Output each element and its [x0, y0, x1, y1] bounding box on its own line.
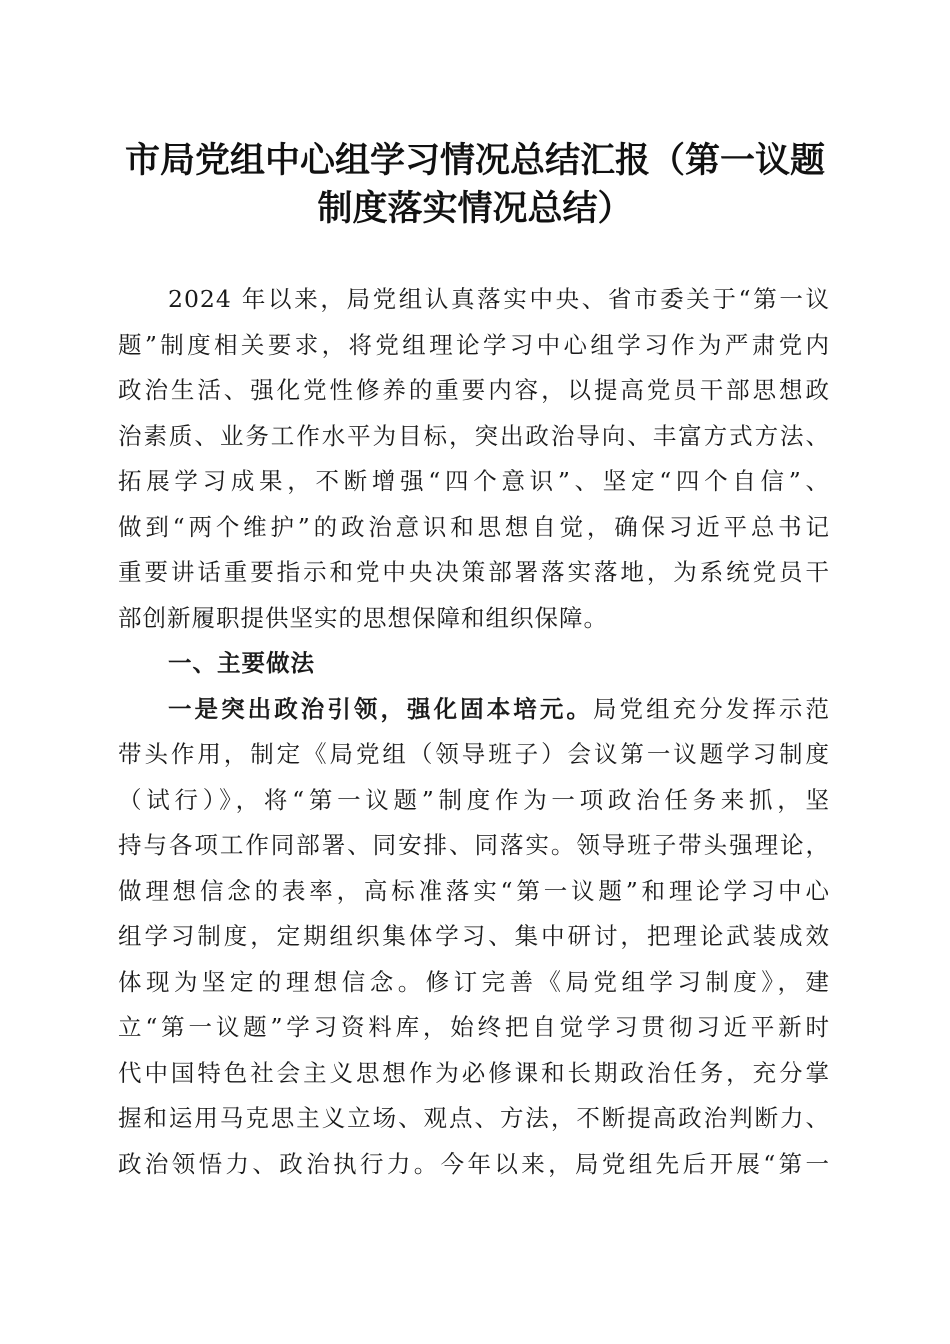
section1-line: 组学习制度，定期组织集体学习、集中研讨，把理论武装成效 — [118, 922, 830, 950]
section1-line: 体现为坚定的理想信念。修订完善《局党组学习制度》，建 — [118, 967, 830, 996]
document-body — [118, 277, 830, 1187]
section1-line: （试行）》，将“第一议题”制度作为一项政治任务来抓，坚 — [118, 785, 830, 814]
section-heading: 一、主要做法 — [168, 649, 315, 677]
section1-line: 带头作用，制定《局党组（领导班子）会议第一议题学习制度 — [118, 740, 830, 768]
intro-line: 治素质、业务工作水平为目标，突出政治导向、丰富方式方法、 — [118, 421, 830, 450]
section1-line: 政治领悟力、政治执行力。今年以来，局党组先后开展“第一 — [118, 1149, 830, 1178]
section1-line: 握和运用马克思主义立场、观点、方法，不断提高政治判断力、 — [118, 1104, 830, 1132]
intro-line: 拓展学习成果，不断增强“四个意识”、坚定“四个自信”、 — [118, 467, 830, 495]
document-title — [100, 137, 850, 233]
section1-lead: 一是突出政治引领，强化固本培元。 — [168, 694, 593, 723]
section1-first-line — [118, 687, 830, 733]
intro-line: 题”制度相关要求，将党组理论学习中心组学习作为严肃党内 — [118, 330, 830, 359]
section1-line: 做理想信念的表率，高标准落实“第一议题”和理论学习中心 — [118, 876, 830, 905]
intro-line: 部创新履职提供坚实的思想保障和组织保障。 — [118, 603, 608, 632]
title-line: 市局党组中心组学习情况总结汇报（第一议题 — [124, 141, 825, 181]
section1-line: 立“第一议题”学习资料库，始终把自觉学习贯彻习近平新时 — [118, 1013, 830, 1041]
section1-line: 代中国特色社会主义思想作为必修课和长期政治任务，充分掌 — [118, 1058, 830, 1087]
intro-line: 政治生活、强化党性修养的重要内容，以提高党员干部思想政 — [118, 376, 830, 404]
intro-line: 2024 年以来，局党组认真落实中央、省市委关于“第一议 — [168, 285, 830, 313]
section1-line: 持与各项工作同部署、同安排、同落实。领导班子带头强理论， — [118, 831, 830, 859]
section1-lead-rest: 局党组充分发挥示范 — [593, 694, 830, 723]
title-line: 制度落实情况总结） — [317, 189, 633, 229]
intro-line: 做到“两个维护”的政治意识和思想自觉，确保习近平总书记 — [118, 512, 830, 541]
intro-line: 重要讲话重要指示和党中央决策部署落实落地，为系统党员干 — [118, 558, 830, 586]
